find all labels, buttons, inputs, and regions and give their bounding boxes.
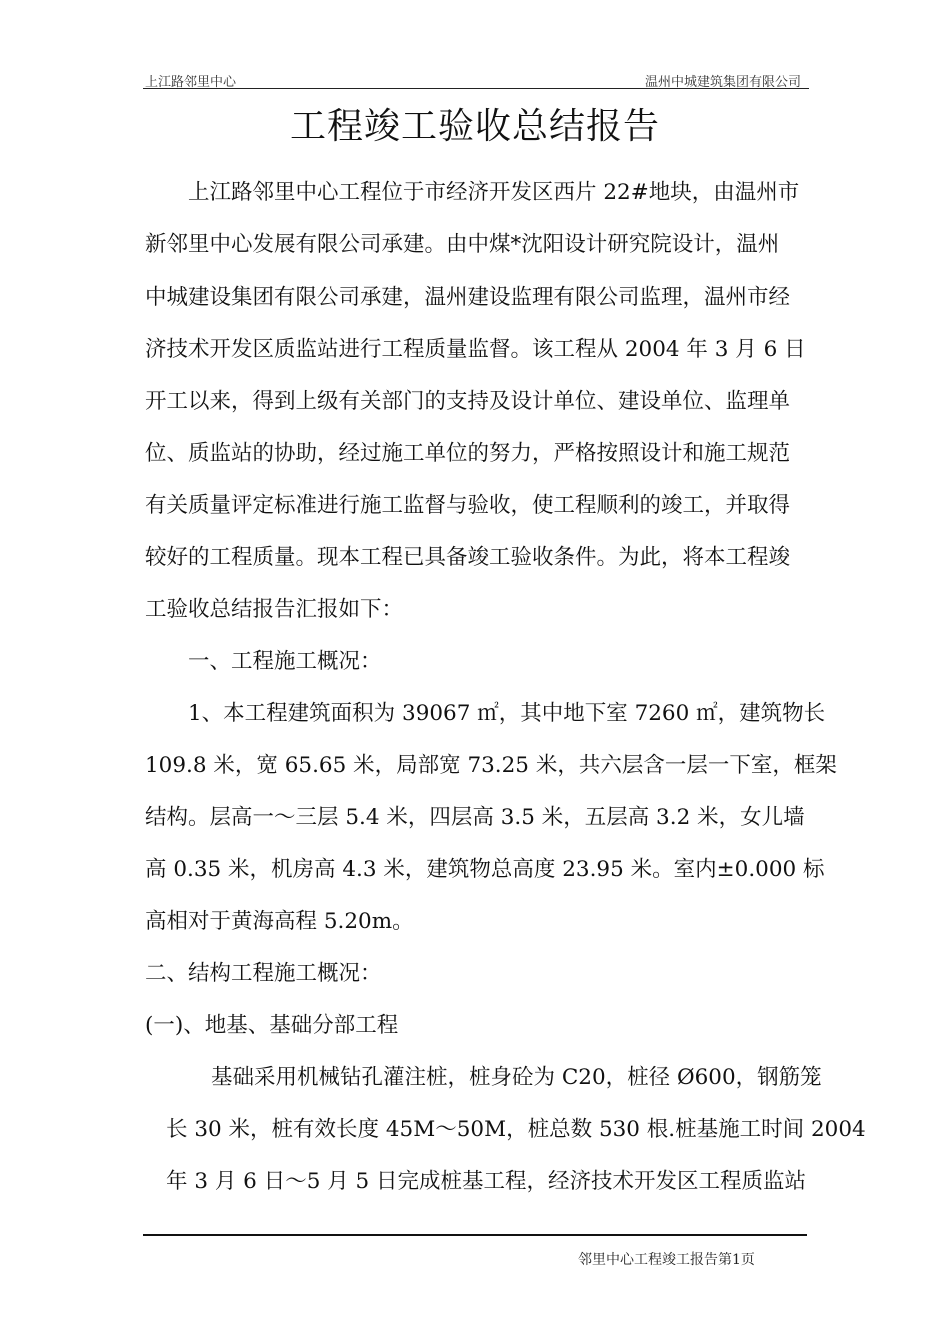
paragraph-line: 济技术开发区质监站进行工程质量监督。该工程从 2004 年 3 月 6 日 bbox=[145, 337, 806, 362]
paragraph-line: 中城建设集团有限公司承建，温州建设监理有限公司监理，温州市经 bbox=[145, 285, 791, 310]
paragraph-line: 基础采用机械钻孔灌注桩，桩身砼为 C20，桩径 Ø600，钢筋笼 bbox=[211, 1065, 822, 1090]
paragraph-line: 位、质监站的协助，经过施工单位的努力，严格按照设计和施工规范 bbox=[145, 441, 791, 466]
header-project-name: 上江路邻里中心 bbox=[145, 75, 237, 90]
paragraph-line: 有关质量评定标准进行施工监督与验收，使工程顺利的竣工，并取得 bbox=[145, 493, 791, 518]
page-header bbox=[143, 68, 809, 89]
paragraph-line: 结构。层高一～三层 5.4 米，四层高 3.5 米，五层高 3.2 米，女儿墙 bbox=[145, 805, 805, 830]
paragraph-line: 新邻里中心发展有限公司承建。由中煤*沈阳设计研究院设计，温州 bbox=[145, 232, 780, 257]
section-heading: 一、工程施工概况： bbox=[188, 649, 382, 674]
paragraph-line: 高相对于黄海高程 5.20m。 bbox=[145, 909, 414, 934]
paragraph-line: 109.8 米，宽 65.65 米，局部宽 73.25 米，共六层含一层一下室，框架 bbox=[145, 753, 837, 778]
paragraph-line: 上江路邻里中心工程位于市经济开发区西片 22#地块，由温州市 bbox=[188, 180, 800, 205]
paragraph-line: 工验收总结报告汇报如下： bbox=[145, 597, 404, 622]
paragraph-line: 1、本工程建筑面积为 39067 ㎡，其中地下室 7260 ㎡，建筑物长 bbox=[188, 701, 826, 726]
footer-divider bbox=[143, 1234, 807, 1236]
subsection-heading: (一)、地基、基础分部工程 bbox=[145, 1013, 399, 1038]
paragraph-line: 年 3 月 6 日～5 月 5 日完成桩基工程，经济技术开发区工程质监站 bbox=[166, 1169, 807, 1194]
paragraph-line: 开工以来，得到上级有关部门的支持及设计单位、建设单位、监理单 bbox=[145, 389, 791, 414]
paragraph-line: 较好的工程质量。现本工程已具备竣工验收条件。为此，将本工程竣 bbox=[145, 545, 791, 570]
section-heading: 二、结构工程施工概况： bbox=[145, 961, 382, 986]
document-title: 工程竣工验收总结报告 bbox=[289, 106, 660, 147]
paragraph-line: 长 30 米，桩有效长度 45M～50M，桩总数 530 根.桩基施工时间 2004 bbox=[166, 1117, 866, 1142]
header-company-name: 温州中城建筑集团有限公司 bbox=[644, 75, 801, 90]
paragraph-line: 高 0.35 米，机房高 4.3 米，建筑物总高度 23.95 米。室内±0.000 标 bbox=[145, 857, 825, 882]
page-footer: 邻里中心工程竣工报告第1页 bbox=[578, 1252, 755, 1268]
